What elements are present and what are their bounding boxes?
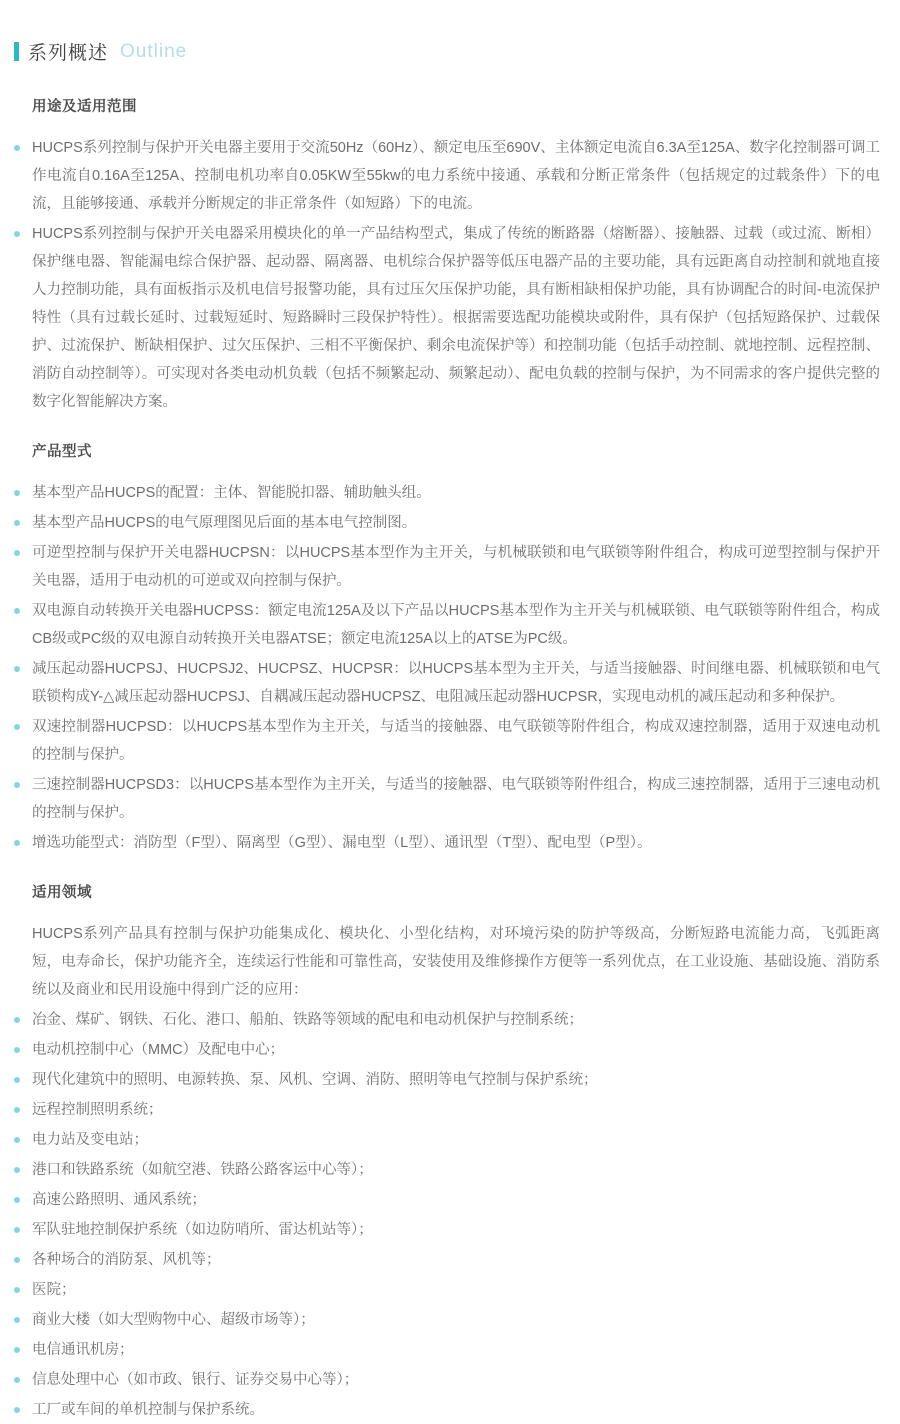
bullet-dot-icon bbox=[14, 145, 20, 151]
list-item-text: 电力站及变电站； bbox=[32, 1132, 148, 1148]
page-header bbox=[14, 38, 886, 65]
bullet-dot-icon bbox=[14, 840, 20, 846]
bullet-dot-icon bbox=[14, 1107, 20, 1113]
list-item bbox=[14, 134, 880, 218]
list-item-text: 电动机控制中心（MMC）及配电中心； bbox=[32, 1042, 285, 1058]
bullet-dot-icon bbox=[14, 490, 20, 496]
list-item-text: 冶金、煤矿、钢铁、石化、港口、船舶、铁路等领域的配电和电动机保护与控制系统； bbox=[32, 1012, 583, 1028]
list-item bbox=[14, 1336, 880, 1364]
list-item bbox=[14, 1036, 880, 1064]
bullet-dot-icon bbox=[14, 1017, 20, 1023]
bullet-dot-icon bbox=[14, 666, 20, 672]
list-item bbox=[14, 829, 880, 857]
page-title: 系列概述 bbox=[28, 43, 109, 64]
list-item bbox=[14, 1366, 880, 1394]
bullet-dot-icon bbox=[14, 1257, 20, 1263]
content-sections bbox=[14, 95, 886, 1424]
list-item-text: 三速控制器HUCPSD3：以HUCPS基本型作为主开关，与适当的接触器、电气联锁等附件组合，构成三速控制器，适用于三速电动机的控制与保护。 bbox=[32, 777, 880, 821]
list-item bbox=[14, 597, 880, 653]
list-item bbox=[14, 713, 880, 769]
list-item-text: 可逆型控制与保护开关电器HUCPSN：以HUCPS基本型作为主开关，与机械联锁和电气联锁等附件组合，构成可逆型控制与保护开关电器，适用于电动机的可逆或双向控制与保护。 bbox=[32, 545, 880, 589]
list-item bbox=[14, 479, 880, 507]
bullet-list bbox=[14, 134, 886, 416]
bullet-dot-icon bbox=[14, 550, 20, 556]
page-title-en: Outline bbox=[120, 40, 188, 62]
section-heading: 适用领域 bbox=[32, 885, 92, 901]
section-heading: 产品型式 bbox=[32, 444, 92, 460]
bullet-dot-icon bbox=[14, 1047, 20, 1053]
list-item-text: 军队驻地控制保护系统（如边防哨所、雷达机站等）； bbox=[32, 1222, 373, 1238]
list-item-text: 基本型产品HUCPS的电气原理图见后面的基本电气控制图。 bbox=[32, 515, 417, 531]
bullet-dot-icon bbox=[14, 1407, 20, 1413]
bullet-dot-icon bbox=[14, 1077, 20, 1083]
list-item-text: 工厂或车间的单机控制与保护系统。 bbox=[32, 1402, 264, 1418]
list-item bbox=[14, 539, 880, 595]
list-item-text: HUCPS系列控制与保护开关电器主要用于交流50Hz（60Hz）、额定电压至690V、主体额定电流自6.3A至125A、数字化控制器可调工作电流自0.16A至125A、控制电机功率自0.05KW至55kw的电力系统中接通、承载和分断正常条件（包括规定的过载条件）下的电流，且能够接通、承载并分断规定的非正常条件（如短路）下的电流。 bbox=[32, 140, 880, 212]
bullet-dot-icon bbox=[14, 520, 20, 526]
bullet-dot-icon bbox=[14, 782, 20, 788]
list-item bbox=[14, 1186, 880, 1214]
list-item bbox=[14, 1246, 880, 1274]
list-item-text: 各种场合的消防泵、风机等； bbox=[32, 1252, 221, 1268]
list-item-text: 信息处理中心（如市政、银行、证券交易中心等）； bbox=[32, 1372, 359, 1388]
bullet-dot-icon bbox=[14, 1227, 20, 1233]
list-item-text: 增选功能型式：消防型（F型）、隔离型（G型）、漏电型（L型）、通讯型（T型）、配电型（P型）。 bbox=[32, 835, 652, 851]
list-item-text: 现代化建筑中的照明、电源转换、泵、风机、空调、消防、照明等电气控制与保护系统； bbox=[32, 1072, 598, 1088]
list-item bbox=[14, 1216, 880, 1244]
list-item-text: 基本型产品HUCPS的配置：主体、智能脱扣器、辅助触头组。 bbox=[32, 485, 431, 501]
list-item bbox=[14, 1126, 880, 1154]
section-intro: HUCPS系列产品具有控制与保护功能集成化、模块化、小型化结构，对环境污染的防护等级高，分断短路电流能力高，飞弧距离短，电寿命长，保护功能齐全，连续运行性能和可靠性高，安装使用及维修操作方便等一系列优点，在工业设施、基础设施、消防系统以及商业和民用设施中得到广泛的应用： bbox=[32, 926, 880, 998]
list-item-text: 医院； bbox=[32, 1282, 76, 1298]
list-item bbox=[14, 1066, 880, 1094]
bullet-dot-icon bbox=[14, 608, 20, 614]
list-item-text: 高速公路照明、通风系统； bbox=[32, 1192, 206, 1208]
list-item-text: 港口和铁路系统（如航空港、铁路公路客运中心等）； bbox=[32, 1162, 373, 1178]
list-item bbox=[14, 1096, 880, 1124]
bullet-list bbox=[14, 479, 886, 857]
bullet-dot-icon bbox=[14, 231, 20, 237]
list-item-text: 双速控制器HUCPSD：以HUCPS基本型作为主开关，与适当的接触器、电气联锁等附件组合，构成双速控制器，适用于双速电动机的控制与保护。 bbox=[32, 719, 880, 763]
list-item bbox=[14, 1396, 880, 1424]
list-item-text: 电信通讯机房； bbox=[32, 1342, 134, 1358]
list-item bbox=[14, 509, 880, 537]
list-item-text: HUCPS系列控制与保护开关电器采用模块化的单一产品结构型式，集成了传统的断路器（熔断器）、接触器、过载（或过流、断相）保护继电器、智能漏电综合保护器、起动器、隔离器、电机综合保护器等低压电器产品的主要功能，具有远距离自动控制和就地直接人力控制功能，具有面板指示及机电信号报警功能，具有过压欠压保护功能，具有断相缺相保护功能，具有协调配合的时间-电流保护特性（具有过载长延时、过载短延时、短路瞬时三段保护特性）。根据需要选配功能模块或附件，具有保护（包括短路保护、过载保护、过流保护、断缺相保护、过欠压保护、三相不平衡保护、剩余电流保护等）和控制功能（包括手动控制、就地控制、远程控制、消防自动控制等）。可实现对各类电动机负载（包括不频繁起动、频繁起动）、配电负载的控制与保护，为不同需求的客户提供完整的数字化智能解决方案。 bbox=[32, 226, 880, 410]
bullet-dot-icon bbox=[14, 1197, 20, 1203]
bullet-dot-icon bbox=[14, 1167, 20, 1173]
bullet-list bbox=[14, 1006, 886, 1424]
section-heading: 用途及适用范围 bbox=[32, 99, 137, 115]
list-item-text: 商业大楼（如大型购物中心、超级市场等）； bbox=[32, 1312, 315, 1328]
accent-bar-icon bbox=[14, 42, 19, 61]
list-item bbox=[14, 1156, 880, 1184]
list-item-text: 远程控制照明系统； bbox=[32, 1102, 163, 1118]
bullet-dot-icon bbox=[14, 1287, 20, 1293]
bullet-dot-icon bbox=[14, 1377, 20, 1383]
bullet-dot-icon bbox=[14, 724, 20, 730]
list-item-text: 减压起动器HUCPSJ、HUCPSJ2、HUCPSZ、HUCPSR：以HUCPS基本型为主开关，与适当接触器、时间继电器、机械联锁和电气联锁构成Y-△减压起动器HUCPSJ、自耦减压起动器HUCPSZ、电阻减压起动器HUCPSR，实现电动机的减压起动和多种保护。 bbox=[32, 661, 880, 705]
bullet-dot-icon bbox=[14, 1137, 20, 1143]
bullet-dot-icon bbox=[14, 1347, 20, 1353]
list-item bbox=[14, 771, 880, 827]
list-item bbox=[14, 1006, 880, 1034]
list-item bbox=[14, 1276, 880, 1304]
list-item bbox=[14, 655, 880, 711]
list-item bbox=[14, 220, 880, 416]
bullet-dot-icon bbox=[14, 1317, 20, 1323]
list-item bbox=[14, 1306, 880, 1334]
list-item-text: 双电源自动转换开关电器HUCPSS：额定电流125A及以下产品以HUCPS基本型作为主开关与机械联锁、电气联锁等附件组合，构成CB级或PC级的双电源自动转换开关电器ATSE；额定电流125A以上的ATSE为PC级。 bbox=[32, 603, 880, 647]
